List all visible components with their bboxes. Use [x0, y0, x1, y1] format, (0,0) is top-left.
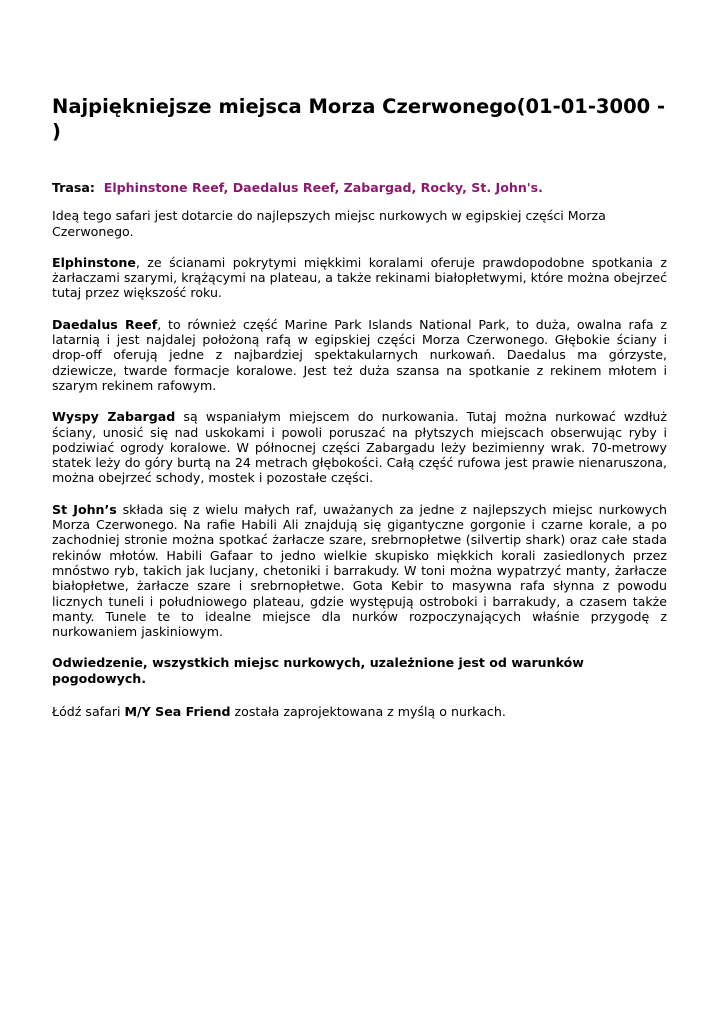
intro-paragraph: Ideą tego safari jest dotarcie do najlepszych miejsc nurkowych w egipskiej części Morza Czerwonego. — [52, 208, 606, 239]
section-elphinstone — [52, 255, 667, 301]
section-heading: Elphinstone — [52, 254, 136, 270]
page-title: Najpiękniejsze miejsca Morza Czerwonego(01-01-3000 - ) — [52, 95, 666, 143]
footer-line — [52, 704, 667, 719]
section-text: składa się z wielu małych raf, uważanych za jedne z najlepszych miejsc nurkowych Morza Czerwonego. Na rafie Habili Ali znajdują się gigantyczne gorgonie i czarne korale, a po zachodniej stronie można spotkać żarłacze szare, srebrnopłetwe (silvertip shark) oraz całe stada rekinów młotów. Habili Gafaar to jedno wielkie skupisko miękkich korali zasiedlonych przez mnóstwo ryb, takich jak lucjany, chetoniki i barrakudy. W toni można wypatrzyć manty, żarłacze białopłetwe, żarłacze szare i srebrnopłetwe. Gota Kebir to masywna rafa słynna z powodu licznych tuneli i południowego plateau, gdzie występują ostroboki i barrakudy, a czasem także manty. Tunele te to idealne miejsce dla nurków rozpoczynających właśnie przygodę z nurkowaniem jaskiniowym. — [52, 501, 667, 640]
footer-before: Łódź safari — [52, 704, 125, 719]
route-label: Trasa: — [52, 180, 95, 195]
section-heading: Daedalus Reef — [52, 316, 158, 332]
section-heading: Wyspy Zabargad — [52, 409, 176, 425]
footer-after: została zaprojektowana z myślą o nurkach. — [230, 704, 506, 719]
section-daedalus — [52, 317, 667, 393]
route-line — [52, 180, 667, 195]
weather-notice: Odwiedzenie, wszystkich miejsc nurkowych, uzależnione jest od warunków pogodowych. — [52, 655, 584, 686]
section-st-johns — [52, 502, 667, 640]
boat-name: M/Y Sea Friend — [124, 704, 231, 719]
section-zabargad — [52, 409, 667, 485]
route-value: Elphinstone Reef, Daedalus Reef, Zabargad, Rocky, St. John's. — [103, 180, 543, 195]
section-text: , to również część Marine Park Islands National Park, to duża, owalna rafa z latarnią i jest najdalej położoną rafą w egipskiej części Morza Czerwonego. Głębokie ściany i drop-off oferują jedne z najbardziej spektakularnych nurkowań. Daedalus ma górzyste, dziewicze, twarde formacje koralowe. Jest też duża szansa na spotkanie z rekinem młotem i szarym rekinem rafowym. — [52, 316, 667, 393]
section-text: , ze ścianami pokrytymi miękkimi koralami oferuje prawdopodobne spotkania z żarłaczami szarymi, krążącymi na plateau, a także rekinami białopłetwymi, które można obejrzeć tutaj przez większość roku. — [52, 254, 667, 301]
document-body — [52, 94, 667, 702]
section-text: są wspaniałym miejscem do nurkowania. Tutaj można nurkować wzdłuż ściany, unosić się nad uskokami i powoli poruszać na płytszych miejscach obserwując ryby i podziwiać ogrody koralowe. W północnej części Zabargadu leży bezimienny wrak. 70-metrowy statek leży do góry burtą na 24 metrach głębokości. Całą część rufowa jest prawie nienaruszona, można obejrzeć schody, mostek i pozostałe części. — [52, 409, 667, 486]
section-heading: St John’s — [52, 501, 117, 517]
